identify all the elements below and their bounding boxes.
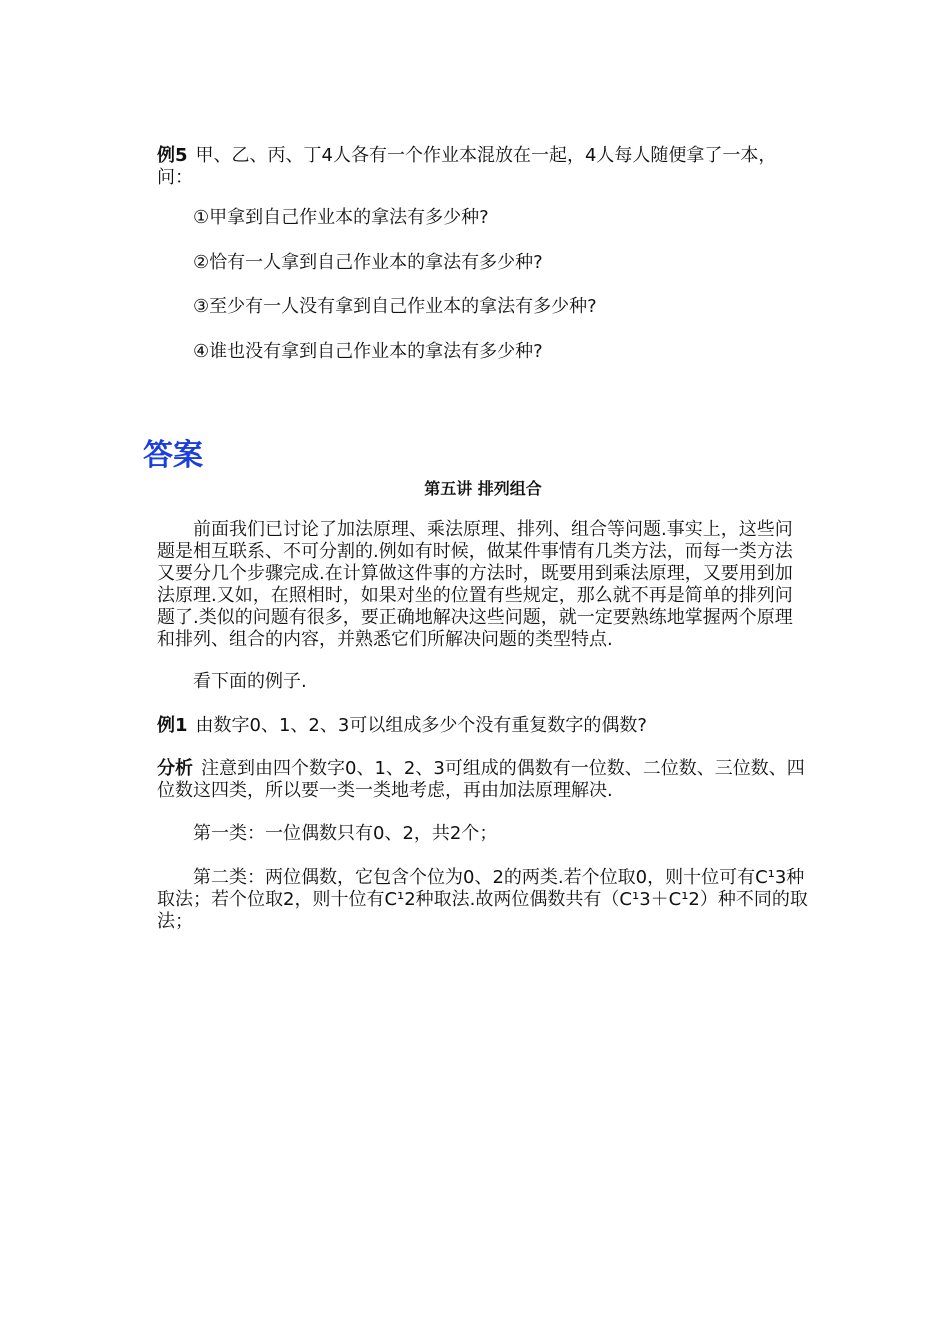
example1-paragraph xyxy=(157,715,809,737)
example1-label: 例1 xyxy=(157,715,188,736)
example5-question-3: ③至少有一人没有拿到自己作业本的拿法有多少种? xyxy=(193,296,597,317)
class1-line: 第一类：一位偶数只有0、2，共2个； xyxy=(193,823,498,844)
intro-paragraph: 前面我们已讨论了加法原理、乘法原理、排列、组合等问题.事实上，这些问题是相互联系、不可分割的.例如有时候，做某件事情有几类方法，而每一类方法又要分几个步骤完成.在计算做这件事的方法时，既要用到乘法原理，又要用到加法原理.又如，在照相时，如果对坐的位置有些规定，那么就不再是简单的排列问题了.类似的问题有很多，要正确地解决这些问题，就一定要熟练地掌握两个原理和排列、组合的内容，并熟悉它们所解决问题的类型特点. xyxy=(157,519,793,650)
example5-question-4: ④谁也没有拿到自己作业本的拿法有多少种? xyxy=(193,341,543,362)
example5-question-2: ②恰有一人拿到自己作业本的拿法有多少种? xyxy=(193,252,543,273)
example5-text: 甲、乙、丙、丁4人各有一个作业本混放在一起，4人每人随便拿了一本，问： xyxy=(157,145,777,188)
look-line: 看下面的例子. xyxy=(193,671,307,692)
example5-label: 例5 xyxy=(157,145,188,166)
example1-text: 由数字0、1、2、3可以组成多少个没有重复数字的偶数? xyxy=(195,715,647,736)
lecture-title: 第五讲 排列组合 xyxy=(424,479,542,498)
analysis-paragraph xyxy=(157,758,809,802)
analysis-text: 注意到由四个数字0、1、2、3可组成的偶数有一位数、二位数、三位数、四位数这四类，所以要一类一类地考虑，再由加法原理解决. xyxy=(157,758,805,801)
analysis-label: 分析 xyxy=(157,758,193,779)
answer-heading: 答案 xyxy=(143,438,203,473)
class2-paragraph: 第二类：两位偶数，它包含个位为0、2的两类.若个位取0，则十位可有C¹3种取法；若个位取2，则十位有C¹2种取法.故两位偶数共有（C¹3＋C¹2）种不同的取法； xyxy=(157,867,808,932)
example5-question-1: ①甲拿到自己作业本的拿法有多少种? xyxy=(193,207,489,228)
example5-paragraph xyxy=(157,145,809,189)
